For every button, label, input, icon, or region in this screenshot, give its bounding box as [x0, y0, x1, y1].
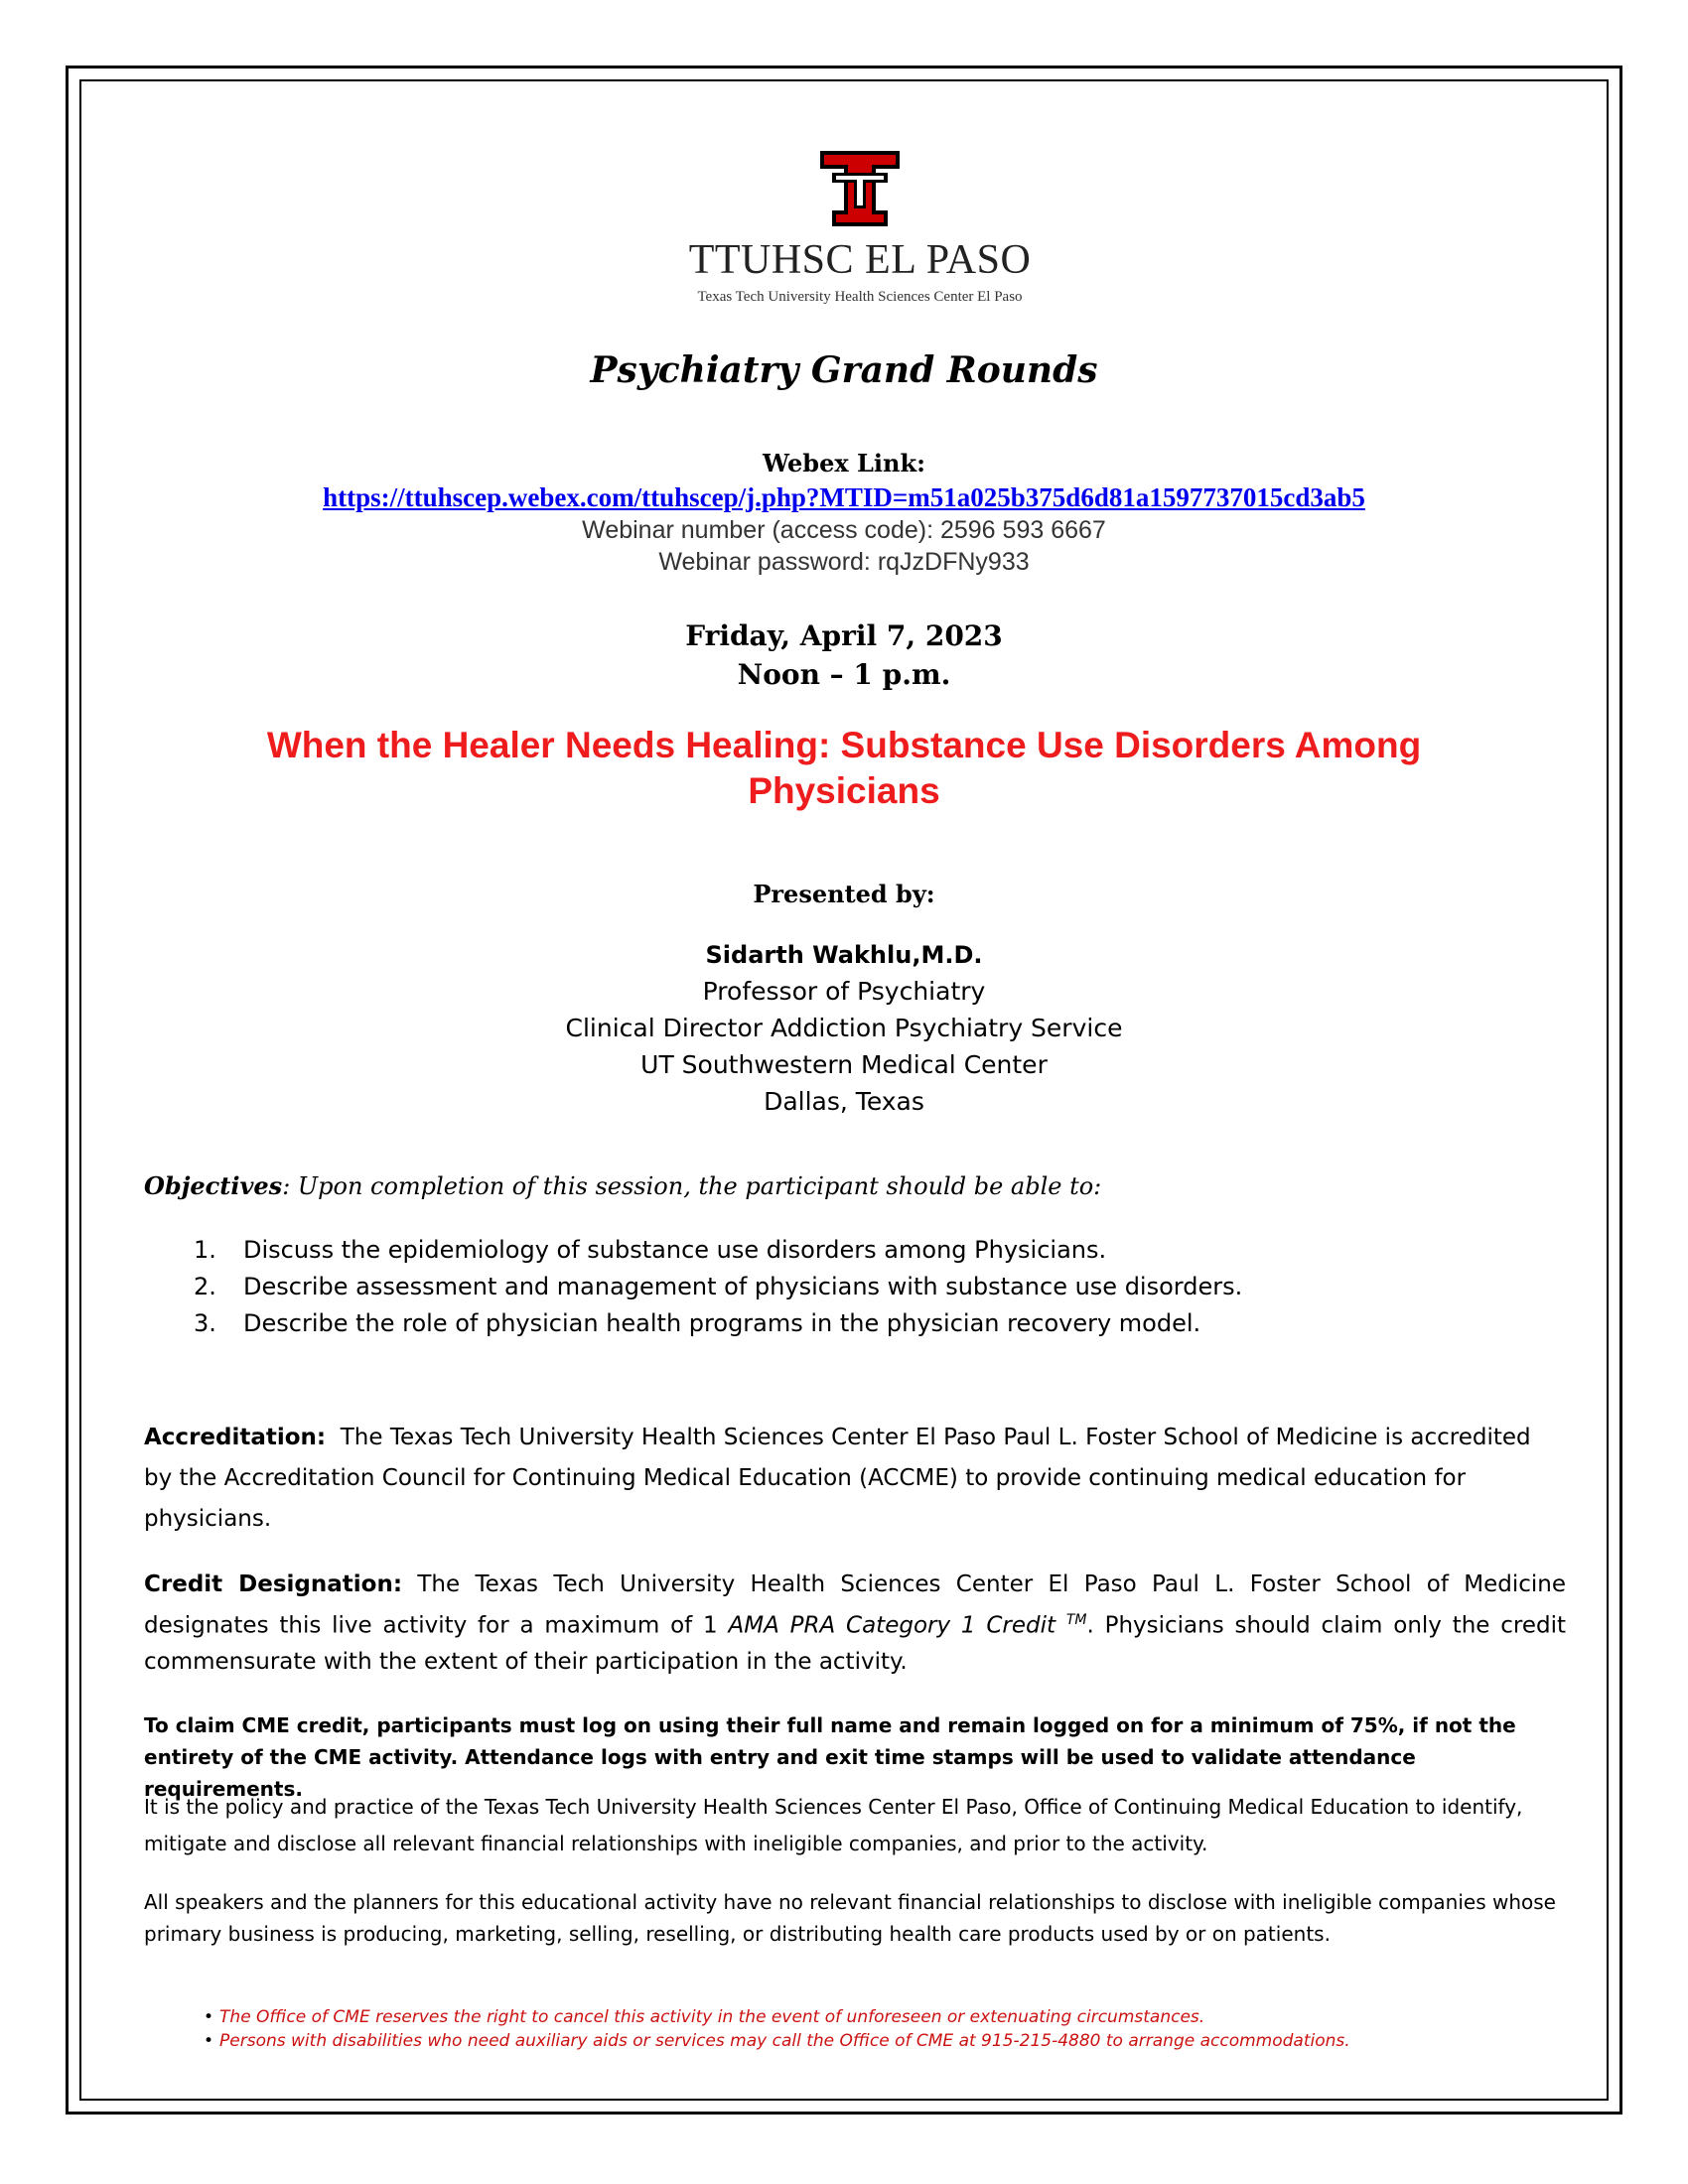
objectives-intro-text: : Upon completion of this session, the participant should be able to:: [282, 1172, 1102, 1200]
logo-wordmark: TTUHSC EL PASO: [688, 237, 1032, 283]
webinar-number: Webinar number (access code): 2596 593 6667: [582, 516, 1106, 544]
list-item-number: 1.: [194, 1236, 216, 1264]
webex-link[interactable]: https://ttuhscep.webex.com/ttuhscep/j.php?MTID=m51a025b375d6d81a1597737015cd3ab5: [323, 482, 1365, 512]
accreditation-paragraph: [144, 1418, 1566, 1540]
notes-list: [204, 2007, 1350, 2055]
talk-title: When the Healer Needs Healing: Substance Use Disorders Among Physicians: [266, 725, 1422, 811]
list-item-number: 3.: [194, 1309, 216, 1337]
credit-name: AMA PRA Category 1 Credit: [728, 1612, 1056, 1639]
event-time: Noon – 1 p.m.: [737, 658, 951, 691]
list-item-text: Describe the role of physician health programs in the physician recovery model.: [243, 1309, 1201, 1337]
logo-subtitle: Texas Tech University Health Sciences Center El Paso: [697, 289, 1023, 305]
trademark: TM: [1065, 1612, 1087, 1628]
double-t-logo-icon: [818, 149, 902, 228]
list-item-number: 2.: [194, 1273, 216, 1300]
page-title: Psychiatry Grand Rounds: [590, 349, 1098, 391]
disclosure-paragraph: All speakers and the planners for this educational activity have no relevant financial relationships to disclose with ineligible companies whose primary business is producing, marketing, selling, reselling, or distributing health care products used by or on patients.: [144, 1890, 1556, 1946]
ttuhsc-logo: [681, 149, 1039, 308]
speaker-title: Professor of Psychiatry: [702, 977, 986, 1006]
cme-claim-paragraph: To claim CME credit, participants must log on using their full name and remain logged on for a minimum of 75%, if not the entirety of the CME activity. Attendance logs with entry and exit time stamps will be used to validate attendance requirements.: [144, 1713, 1516, 1801]
speaker-institution: UT Southwestern Medical Center: [640, 1050, 1048, 1079]
speaker-location: Dallas, Texas: [764, 1087, 924, 1116]
note-accommodations: • Persons with disabilities who need auxiliary aids or services may call the Office of CME at 915-215-4880 to arrange accommodations.: [204, 2031, 1350, 2055]
note-cancel: • The Office of CME reserves the right to cancel this activity in the event of unforeseen or extenuating circumstances.: [204, 2007, 1350, 2031]
speaker-name: Sidarth Wakhlu,M.D.: [705, 941, 983, 969]
webex-label: Webex Link:: [763, 449, 925, 478]
presented-by-label: Presented by:: [753, 880, 935, 908]
event-date: Friday, April 7, 2023: [685, 619, 1003, 652]
policy-paragraph: It is the policy and practice of the Texas Tech University Health Sciences Center El Paso, Office of Continuing Medical Education to identify, mitigate and disclose all relevant financial relationships with ineligible companies, and prior to the activity.: [144, 1795, 1523, 1855]
credit-text-a: The Texas Tech University Health Sciences Center El Paso Paul L. Foster School of Medicine designates this live activity for a maximum of 1: [144, 1571, 1566, 1639]
credit-label: Credit Designation:: [144, 1571, 403, 1597]
credit-designation-paragraph: [144, 1567, 1566, 1680]
credit-text-b: . Physicians should claim only the credit commensurate with the extent of their participation in the activity.: [144, 1612, 1567, 1675]
list-item-text: Describe assessment and management of physicians with substance use disorders.: [243, 1273, 1243, 1300]
objectives-label: Objectives: [144, 1171, 283, 1200]
objectives-intro: [144, 1171, 1101, 1200]
list-item-text: Discuss the epidemiology of substance use disorders among Physicians.: [243, 1236, 1107, 1264]
webinar-password: Webinar password: rqJzDFNy933: [658, 548, 1030, 576]
accreditation-text: The Texas Tech University Health Sciences Center El Paso Paul L. Foster School of Medicine is accredited by the Accreditation Council for Continuing Medical Education (ACCME) to provide continuing medical education for physicians.: [144, 1425, 1531, 1532]
accreditation-label: Accreditation:: [144, 1425, 327, 1450]
speaker-role: Clinical Director Addiction Psychiatry Service: [565, 1014, 1123, 1042]
